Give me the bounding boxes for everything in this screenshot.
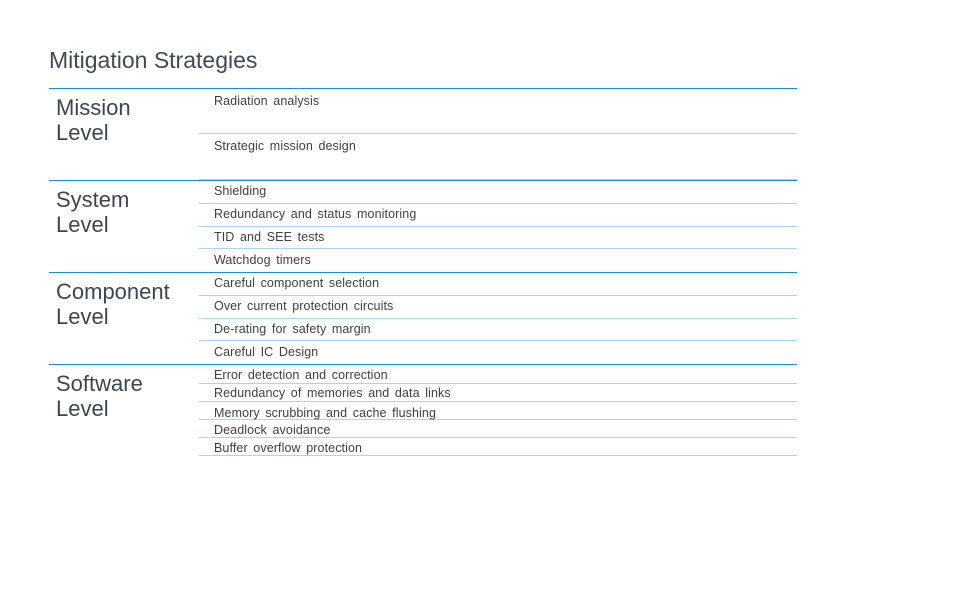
list-item: Careful component selection <box>199 273 797 296</box>
group-label-line: Level <box>56 212 109 237</box>
group-label-line: System <box>56 187 130 212</box>
group-label-line: Level <box>56 120 109 145</box>
group-label-line: Level <box>56 304 109 329</box>
list-item: TID and SEE tests <box>199 227 797 249</box>
list-item: Deadlock avoidance <box>199 420 797 438</box>
list-item: Redundancy of memories and data links <box>199 384 797 402</box>
list-item: Shielding <box>199 181 797 204</box>
list-item: Radiation analysis <box>199 89 797 134</box>
group-label <box>56 371 196 421</box>
group-mission-level <box>49 88 797 181</box>
list-item: De-rating for safety margin <box>199 319 797 341</box>
list-item: Error detection and correction <box>199 365 797 384</box>
group-label-line: Software <box>56 371 143 396</box>
group-system-level <box>49 180 797 273</box>
list-item: Strategic mission design <box>199 134 797 180</box>
list-item: Over current protection circuits <box>199 296 797 319</box>
list-item: Careful IC Design <box>214 345 319 359</box>
group-label-line: Mission <box>56 95 131 120</box>
group-label <box>56 187 196 237</box>
list-item: Redundancy and status monitoring <box>199 204 797 227</box>
group-label-line: Component <box>56 279 170 304</box>
group-label <box>56 95 196 145</box>
list-item: Memory scrubbing and cache flushing <box>199 402 797 420</box>
group-label-line: Level <box>56 396 109 421</box>
group-label <box>56 279 196 329</box>
page-title: Mitigation Strategies <box>49 47 258 73</box>
list-item: Watchdog timers <box>214 253 311 267</box>
list-item: Buffer overflow protection <box>199 438 797 456</box>
group-software-level <box>49 364 797 456</box>
group-component-level <box>49 272 797 365</box>
